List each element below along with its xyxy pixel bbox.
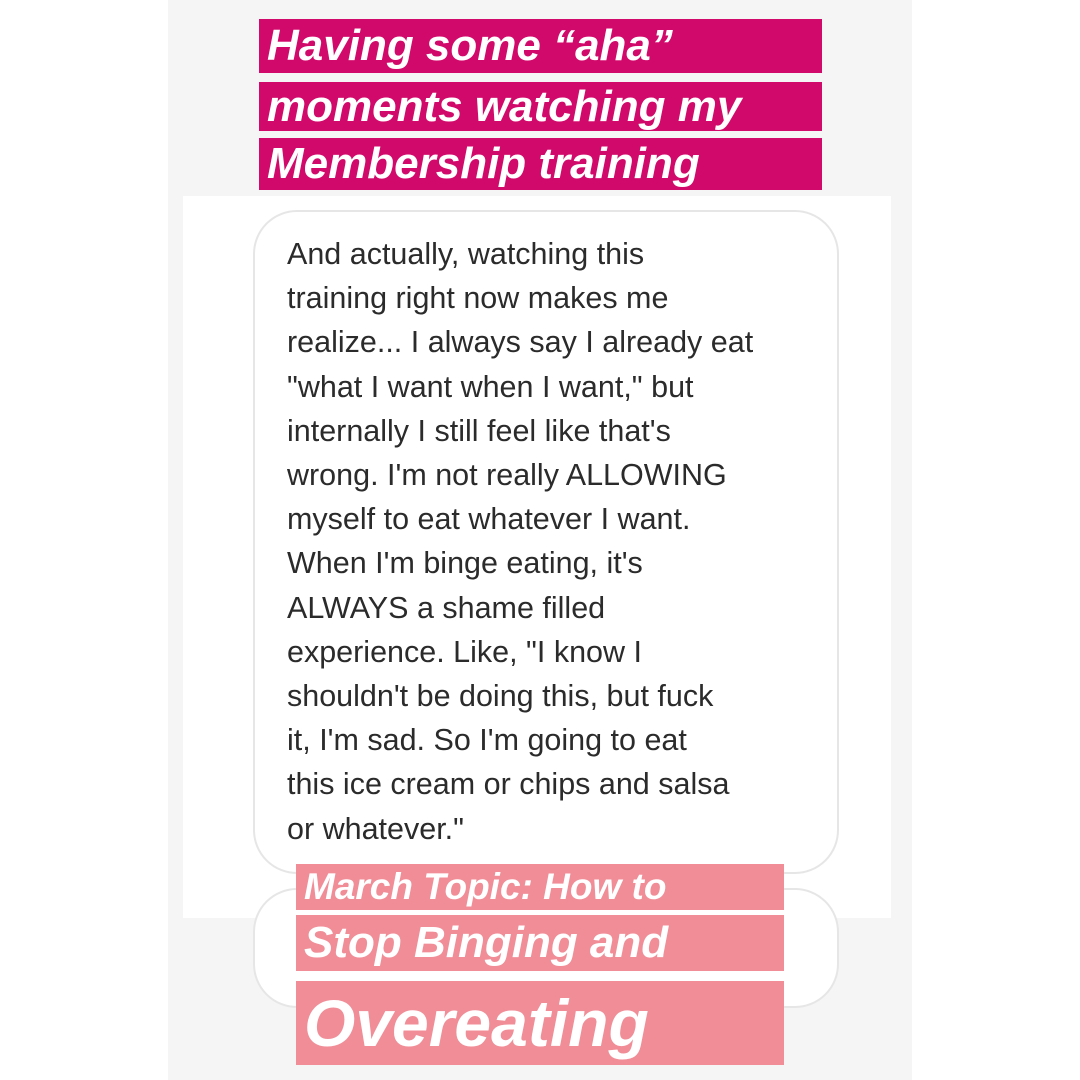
header-caption-line-1: Having some “aha” [259,19,822,73]
footer-caption-line-1: March Topic: How to [296,864,784,910]
header-caption-line-3: Membership training [259,138,822,190]
message-text: And actually, watching this training right now makes me realize... I always say I already eat "what I want when I want," but internally I still feel like that's wrong. I'm not really ALLOWING myself to eat whatever I want. When I'm binge eating, it's ALWAYS a shame filled experience. Like, "I know I shouldn't be doing this, but fuck it, I'm sad. So I'm going to eat this ice cream or chips and salsa or whatever." [287,237,754,846]
header-caption-line-2: moments watching my [259,82,822,131]
footer-caption-line-3: Overeating [296,981,784,1065]
footer-caption-line-2: Stop Binging and [296,915,784,971]
